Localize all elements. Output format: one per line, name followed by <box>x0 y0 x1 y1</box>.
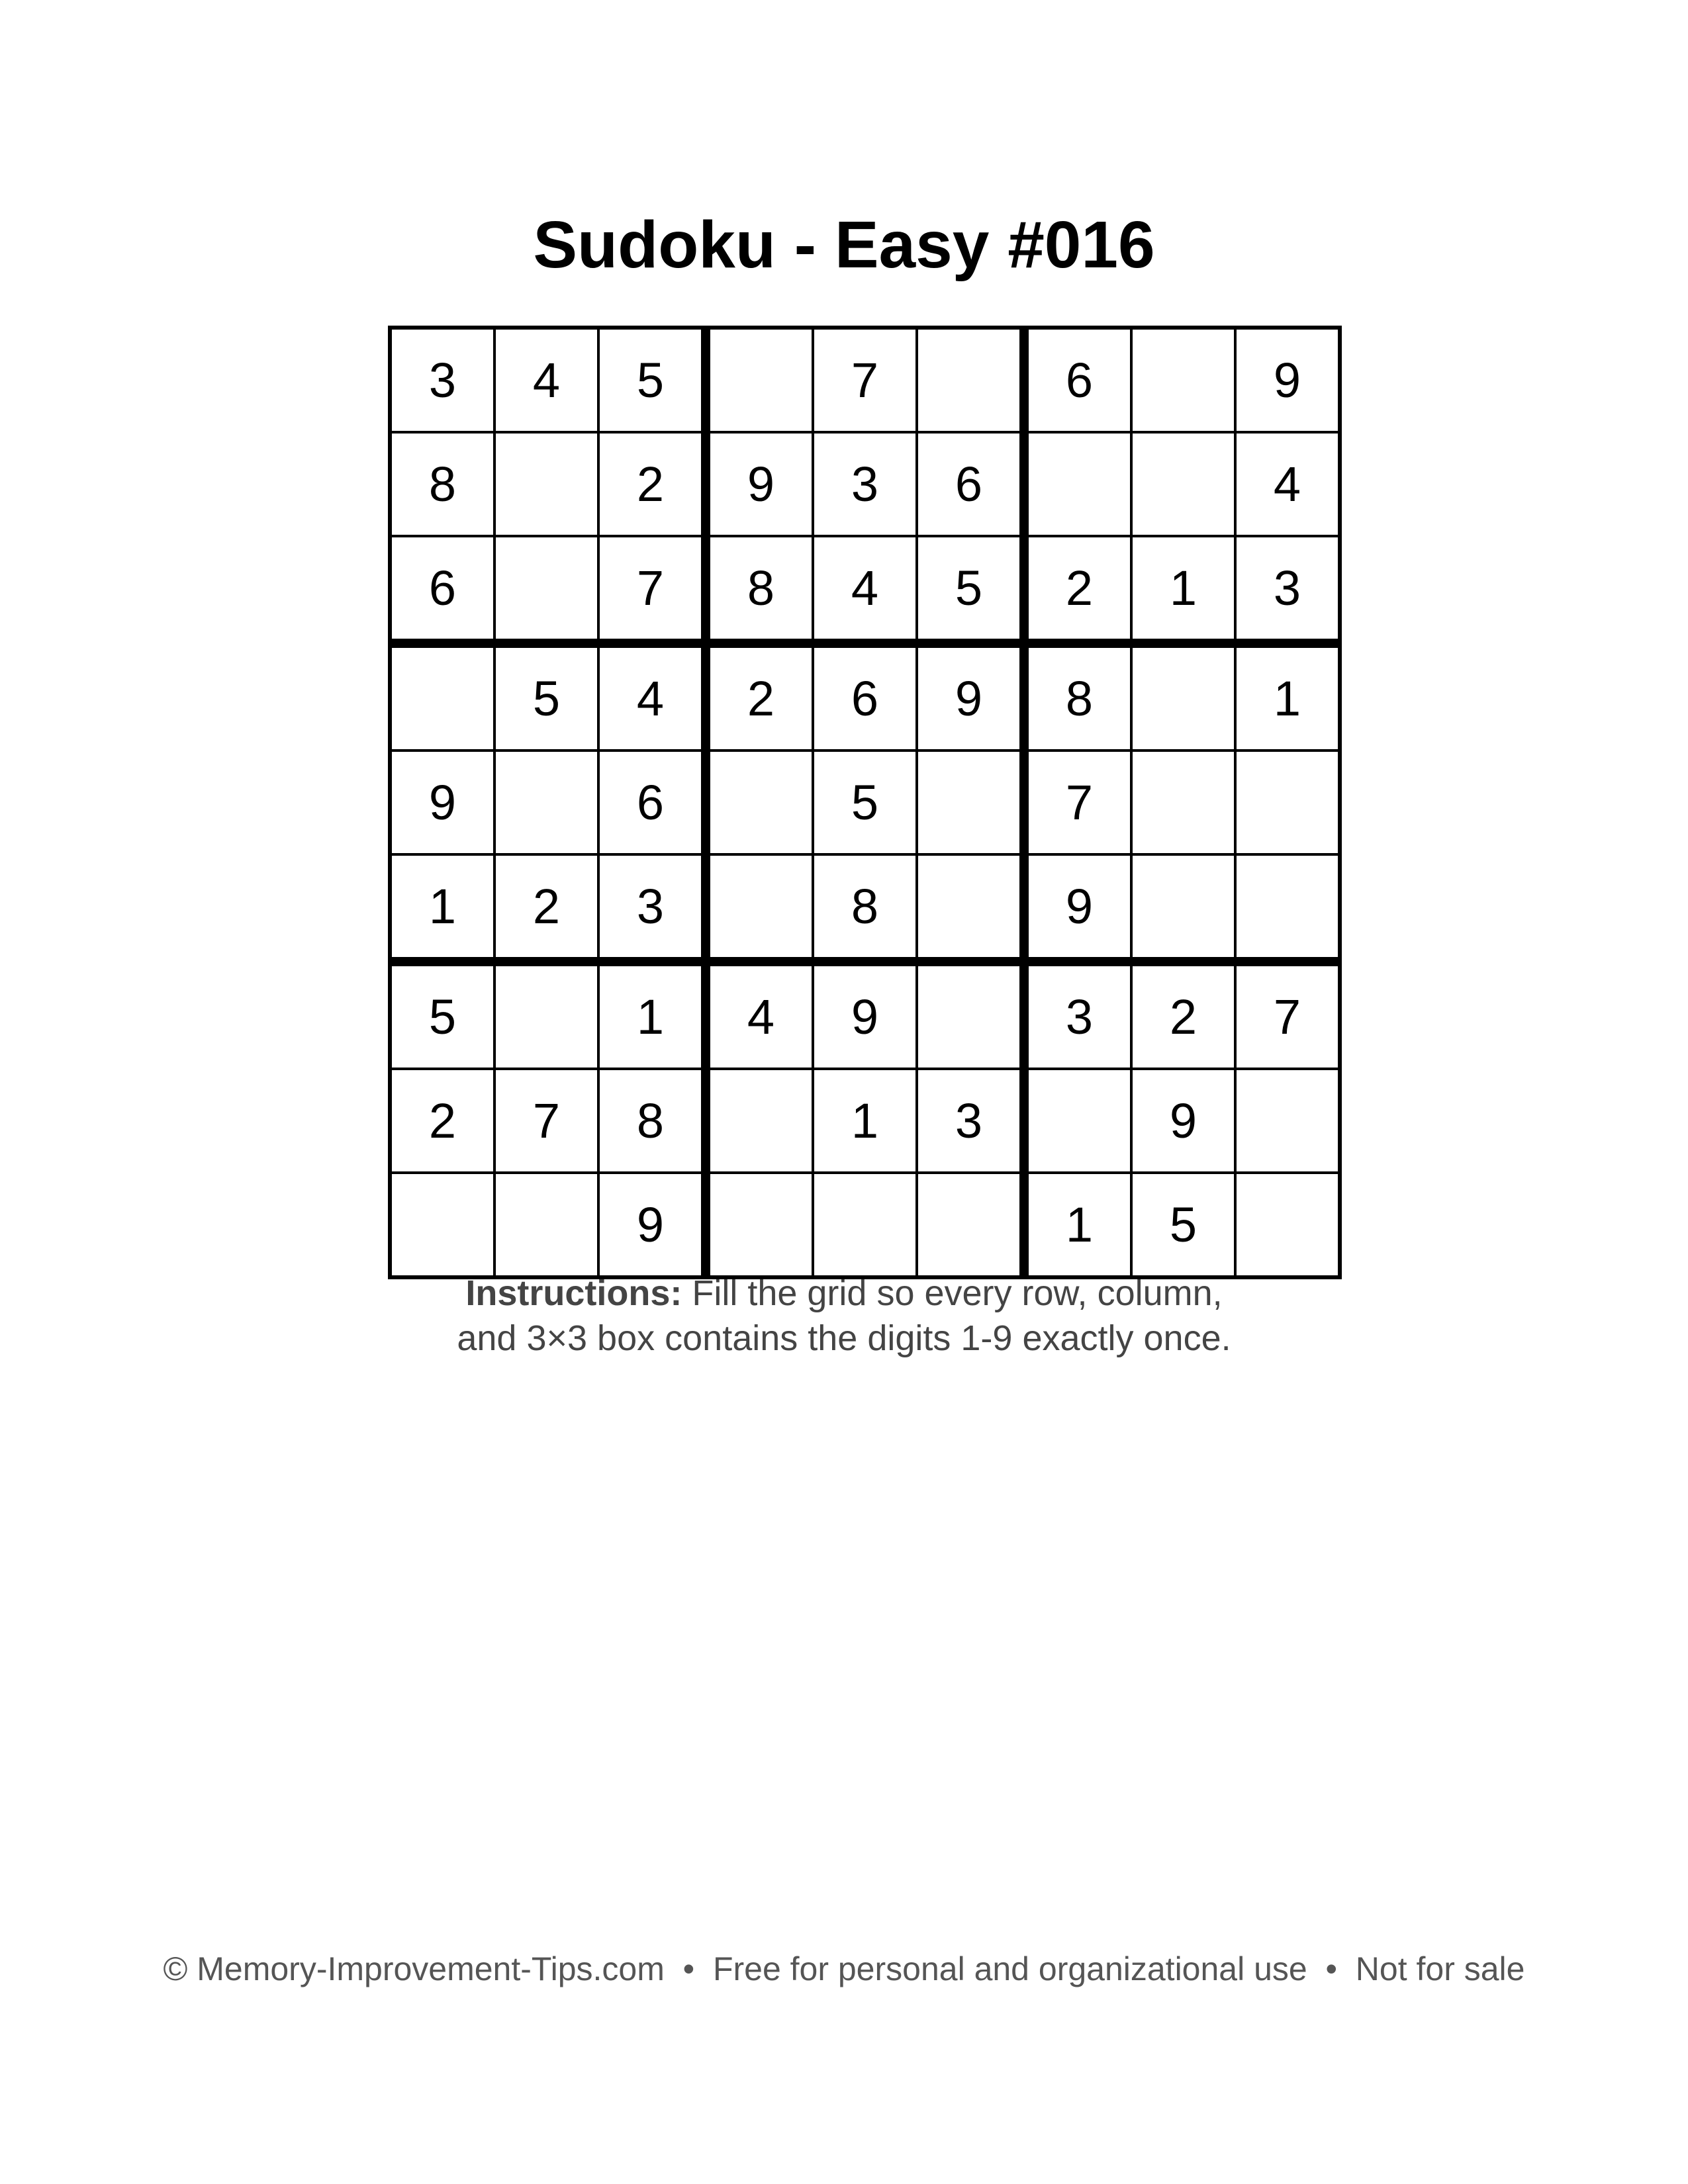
given-cell[interactable]: 9 <box>917 643 1024 751</box>
given-cell[interactable]: 1 <box>1235 643 1340 751</box>
given-cell[interactable]: 2 <box>598 432 706 536</box>
given-cell[interactable]: 9 <box>1024 854 1131 962</box>
empty-cell[interactable] <box>706 1173 813 1277</box>
given-cell[interactable]: 5 <box>1131 1173 1235 1277</box>
given-cell[interactable]: 7 <box>494 1069 598 1173</box>
given-cell[interactable]: 1 <box>813 1069 917 1173</box>
given-cell[interactable]: 2 <box>1024 536 1131 643</box>
grid-row <box>390 328 1340 432</box>
instructions-text-1: Fill the grid so every row, column, <box>682 1273 1223 1313</box>
given-cell[interactable]: 9 <box>390 751 494 854</box>
empty-cell[interactable] <box>494 536 598 643</box>
given-cell[interactable]: 4 <box>706 962 813 1069</box>
given-cell[interactable]: 3 <box>598 854 706 962</box>
given-cell[interactable]: 3 <box>390 328 494 432</box>
empty-cell[interactable] <box>917 854 1024 962</box>
footer-copyright: © Memory-Improvement-Tips.com <box>163 1950 665 1987</box>
empty-cell[interactable] <box>917 1173 1024 1277</box>
footer <box>0 1946 1688 1992</box>
empty-cell[interactable] <box>917 962 1024 1069</box>
footer-sale: Not for sale <box>1355 1950 1525 1987</box>
grid-row <box>390 751 1340 854</box>
empty-cell[interactable] <box>1024 1069 1131 1173</box>
given-cell[interactable]: 7 <box>1235 962 1340 1069</box>
given-cell[interactable]: 8 <box>598 1069 706 1173</box>
empty-cell[interactable] <box>1131 328 1235 432</box>
page-title: Sudoku - Easy #016 <box>533 208 1155 282</box>
grid-row <box>390 432 1340 536</box>
empty-cell[interactable] <box>1235 854 1340 962</box>
grid-row <box>390 1173 1340 1277</box>
empty-cell[interactable] <box>494 962 598 1069</box>
given-cell[interactable]: 2 <box>390 1069 494 1173</box>
given-cell[interactable]: 6 <box>598 751 706 854</box>
empty-cell[interactable] <box>706 854 813 962</box>
empty-cell[interactable] <box>494 1173 598 1277</box>
given-cell[interactable]: 8 <box>390 432 494 536</box>
empty-cell[interactable] <box>1235 1173 1340 1277</box>
given-cell[interactable]: 2 <box>1131 962 1235 1069</box>
given-cell[interactable]: 8 <box>706 536 813 643</box>
empty-cell[interactable] <box>917 328 1024 432</box>
footer-usage: Free for personal and organizational use <box>712 1950 1307 1987</box>
given-cell[interactable]: 4 <box>494 328 598 432</box>
grid-row <box>390 643 1340 751</box>
footer-separator: • <box>1307 1950 1356 1987</box>
instructions-line-1 <box>0 1271 1688 1316</box>
given-cell[interactable]: 8 <box>1024 643 1131 751</box>
given-cell[interactable]: 9 <box>1235 328 1340 432</box>
given-cell[interactable]: 9 <box>706 432 813 536</box>
sudoku-board <box>388 326 1301 1252</box>
empty-cell[interactable] <box>1131 854 1235 962</box>
given-cell[interactable]: 1 <box>1131 536 1235 643</box>
grid-row <box>390 1069 1340 1173</box>
sudoku-grid <box>388 326 1342 1279</box>
given-cell[interactable]: 4 <box>813 536 917 643</box>
empty-cell[interactable] <box>1235 1069 1340 1173</box>
given-cell[interactable]: 5 <box>598 328 706 432</box>
empty-cell[interactable] <box>494 432 598 536</box>
empty-cell[interactable] <box>494 751 598 854</box>
given-cell[interactable]: 5 <box>390 962 494 1069</box>
given-cell[interactable]: 3 <box>813 432 917 536</box>
given-cell[interactable]: 3 <box>1024 962 1131 1069</box>
given-cell[interactable]: 1 <box>598 962 706 1069</box>
given-cell[interactable]: 7 <box>1024 751 1131 854</box>
given-cell[interactable]: 6 <box>390 536 494 643</box>
given-cell[interactable]: 5 <box>917 536 1024 643</box>
empty-cell[interactable] <box>1235 751 1340 854</box>
given-cell[interactable]: 1 <box>1024 1173 1131 1277</box>
empty-cell[interactable] <box>1024 432 1131 536</box>
given-cell[interactable]: 6 <box>813 643 917 751</box>
empty-cell[interactable] <box>917 751 1024 854</box>
empty-cell[interactable] <box>1131 751 1235 854</box>
instructions-line-2: and 3×3 box contains the digits 1-9 exactly once. <box>457 1318 1231 1358</box>
given-cell[interactable]: 6 <box>917 432 1024 536</box>
given-cell[interactable]: 9 <box>598 1173 706 1277</box>
empty-cell[interactable] <box>706 1069 813 1173</box>
given-cell[interactable]: 4 <box>598 643 706 751</box>
given-cell[interactable]: 3 <box>917 1069 1024 1173</box>
given-cell[interactable]: 2 <box>494 854 598 962</box>
given-cell[interactable]: 9 <box>813 962 917 1069</box>
empty-cell[interactable] <box>813 1173 917 1277</box>
instructions <box>0 1271 1688 1361</box>
grid-row <box>390 962 1340 1069</box>
given-cell[interactable]: 5 <box>494 643 598 751</box>
given-cell[interactable]: 4 <box>1235 432 1340 536</box>
given-cell[interactable]: 7 <box>598 536 706 643</box>
given-cell[interactable]: 3 <box>1235 536 1340 643</box>
empty-cell[interactable] <box>706 751 813 854</box>
empty-cell[interactable] <box>390 643 494 751</box>
empty-cell[interactable] <box>1131 643 1235 751</box>
given-cell[interactable]: 1 <box>390 854 494 962</box>
empty-cell[interactable] <box>390 1173 494 1277</box>
given-cell[interactable]: 9 <box>1131 1069 1235 1173</box>
given-cell[interactable]: 7 <box>813 328 917 432</box>
empty-cell[interactable] <box>706 328 813 432</box>
grid-row <box>390 536 1340 643</box>
given-cell[interactable]: 2 <box>706 643 813 751</box>
given-cell[interactable]: 5 <box>813 751 917 854</box>
grid-row <box>390 854 1340 962</box>
footer-separator: • <box>664 1950 713 1987</box>
empty-cell[interactable] <box>1131 432 1235 536</box>
instructions-label: Instructions: <box>465 1273 682 1313</box>
given-cell[interactable]: 6 <box>1024 328 1131 432</box>
given-cell[interactable]: 8 <box>813 854 917 962</box>
